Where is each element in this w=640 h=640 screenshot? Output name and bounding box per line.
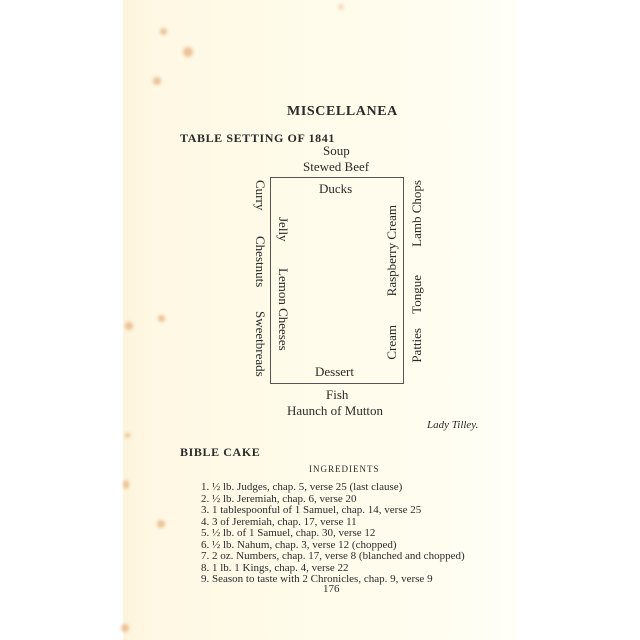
dish-raspberry-cream: Raspberry Cream xyxy=(384,205,399,297)
dish-tongue: Tongue xyxy=(409,275,424,314)
foxing-stain xyxy=(183,47,193,57)
dish-patties: Patties xyxy=(409,328,424,363)
foxing-stain xyxy=(158,315,165,322)
dish-soup: Soup xyxy=(323,143,350,158)
dish-sweetbreads: Sweetbreads xyxy=(253,311,268,377)
foxing-stain xyxy=(153,77,161,85)
ingredient-item: 3. 1 tablespoonful of 1 Samuel, chap. 14, verse 25 xyxy=(201,504,422,516)
ingredient-item: 2. ½ lb. Jeremiah, chap. 6, verse 20 xyxy=(201,492,357,505)
foxing-stain xyxy=(121,624,129,632)
dish-lamb-chops: Lamb Chops xyxy=(409,180,424,247)
dish-ducks: Ducks xyxy=(319,181,353,196)
dish-lemon-cheeses: Lemon Cheeses xyxy=(276,268,291,351)
ingredients-list xyxy=(201,482,465,586)
ingredients-label: INGREDIENTS xyxy=(309,464,380,474)
dish-haunch-of-mutton: Haunch of Mutton xyxy=(287,403,384,418)
ingredient-item: 6. ½ lb. Nahum, chap. 3, verse 12 (chopped) xyxy=(201,538,397,551)
ingredient-item: 4. 3 of Jeremiah, chap. 17, verse 11 xyxy=(201,515,357,528)
dish-cream: Cream xyxy=(384,325,399,360)
dish-chestnuts: Chestnuts xyxy=(253,236,268,288)
foxing-stain xyxy=(338,4,344,10)
dish-stewed-beef: Stewed Beef xyxy=(303,159,370,174)
ingredient-item: 1. ½ lb. Judges, chap. 5, verse 25 (last clause) xyxy=(201,481,403,493)
ingredient-item: 8. 1 lb. 1 Kings, chap. 4, verse 22 xyxy=(201,561,349,574)
foxing-stain xyxy=(160,28,167,35)
attribution: Lady Tilley. xyxy=(427,419,479,431)
foxing-stain xyxy=(125,322,133,330)
dish-dessert: Dessert xyxy=(315,364,354,379)
ingredient-item: 5. ½ lb. of 1 Samuel, chap. 30, verse 12 xyxy=(201,527,376,539)
dish-curry: Curry xyxy=(253,180,268,211)
foxing-stain xyxy=(125,433,130,438)
page-number: 176 xyxy=(323,583,340,595)
dish-jelly: Jelly xyxy=(276,217,291,242)
foxing-stain xyxy=(123,480,129,489)
section-title: MISCELLANEA xyxy=(287,104,398,119)
ingredient-item: 9. Season to taste with 2 Chronicles, chap. 9, verse 9 xyxy=(201,573,433,585)
table-setting-heading: TABLE SETTING OF 1841 xyxy=(180,131,335,145)
foxing-stain xyxy=(157,520,165,528)
recipe-heading: BIBLE CAKE xyxy=(180,445,261,459)
ingredient-item: 7. 2 oz. Numbers, chap. 17, verse 8 (blanched and chopped) xyxy=(201,550,465,562)
dish-fish: Fish xyxy=(326,387,349,402)
